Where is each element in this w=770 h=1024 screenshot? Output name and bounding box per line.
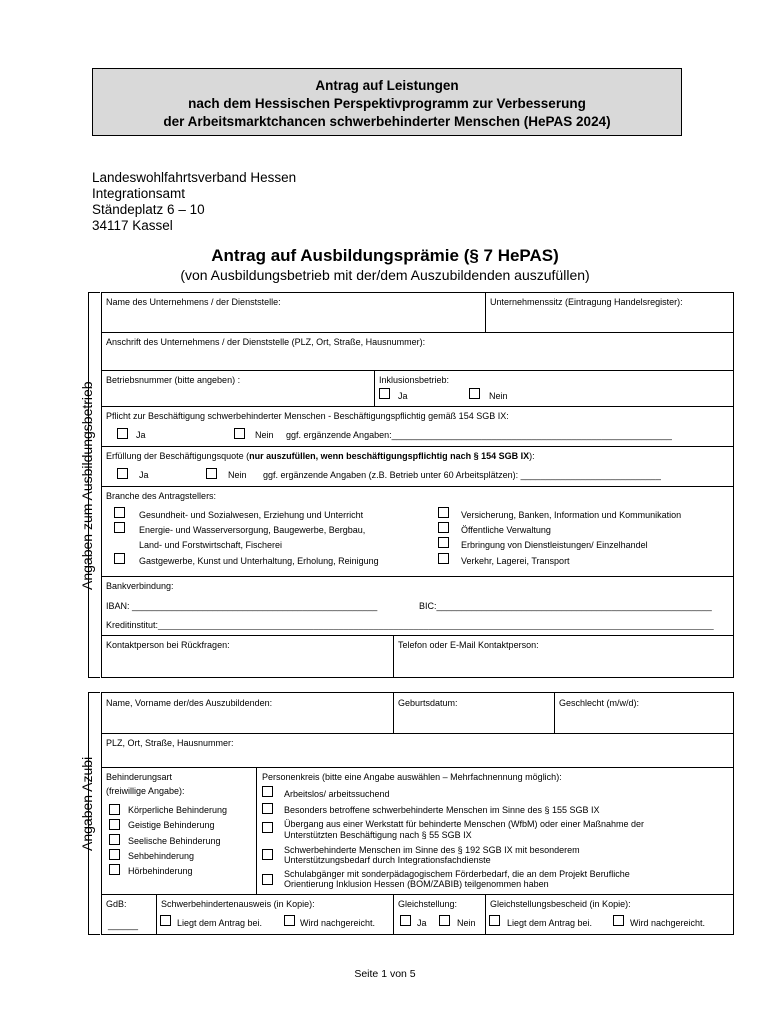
person-192-checkbox[interactable] xyxy=(262,849,273,860)
id-card-attached-label: Liegt dem Antrag bei. xyxy=(177,918,263,928)
branch-health-checkbox[interactable] xyxy=(114,507,125,518)
birthdate-label: Geburtsdatum: xyxy=(398,698,458,708)
disability-mental-checkbox[interactable] xyxy=(109,819,120,830)
disability-vision-checkbox[interactable] xyxy=(109,849,120,860)
person-school-label-2: Orientierung Inklusion Hessen (BOM/ZABIB) teilgenommen haben xyxy=(284,879,549,889)
equal-notice-label: Gleichstellungsbescheid (in Kopie): xyxy=(490,899,631,909)
person-unemployed-label: Arbeitslos/ arbeitssuchend xyxy=(284,789,390,799)
header-line-3: der Arbeitsmarktchancen schwerbehinderter Menschen (HePAS 2024) xyxy=(163,114,611,129)
header-line-1: Antrag auf Leistungen xyxy=(315,78,459,93)
disability-physical-label: Körperliche Behinderung xyxy=(128,805,228,815)
person-wfbm-label-2: Unterstützten Beschäftigung nach § 55 SGB IX xyxy=(284,830,472,840)
person-192-label: Schwerbehinderte Menschen im Sinne des § 192 SGB IX mit besonderem xyxy=(284,845,580,855)
inclusion-no-label: Nein xyxy=(489,391,508,401)
section1-side-label: Angaben zum Ausbildungsbetrieb xyxy=(79,381,95,590)
branch-label: Branche des Antragstellers: xyxy=(106,491,217,501)
branch-services-label: Erbringung von Dienstleistungen/ Einzelhandel xyxy=(461,540,648,550)
trainee-name-field[interactable] xyxy=(102,709,392,732)
obligation-label: Pflicht zur Beschäftigung schwerbehinderter Menschen - Beschäftigungspflichtig gemäß 154 SGB IX: xyxy=(106,411,509,421)
quota-extra-field[interactable]: ggf. ergänzende Angaben (z.B. Betrieb unter 60 Arbeitsplätzen): ____________________________ xyxy=(263,470,661,480)
company-name-field[interactable] xyxy=(102,308,484,331)
trainee-name-label: Name, Vorname der/des Auszubildenden: xyxy=(106,698,273,708)
branch-services-checkbox[interactable] xyxy=(438,537,449,548)
persons-label: Personenkreis (bitte eine Angabe auswählen – Mehrfachnennung möglich): xyxy=(262,772,562,782)
branch-energy-label-2: Land- und Forstwirtschaft, Fischerei xyxy=(139,540,283,550)
gender-label: Geschlecht (m/w/d): xyxy=(559,698,640,708)
birthdate-field[interactable] xyxy=(394,709,553,732)
disability-hearing-label: Hörbehinderung xyxy=(128,866,193,876)
obligation-no-label: Nein xyxy=(255,430,274,440)
equal-no-checkbox[interactable] xyxy=(439,915,450,926)
branch-insurance-checkbox[interactable] xyxy=(438,507,449,518)
equal-no-label: Nein xyxy=(457,918,476,928)
page-number: Seite 1 von 5 xyxy=(354,968,416,980)
branch-transport-label: Verkehr, Lagerei, Transport xyxy=(461,556,570,566)
company-number-field[interactable] xyxy=(102,386,373,405)
inclusion-no-checkbox[interactable] xyxy=(469,388,480,399)
bank-label: Bankverbindung: xyxy=(106,581,174,591)
obligation-yes-checkbox[interactable] xyxy=(117,428,128,439)
iban-field[interactable]: IBAN: _________________________________________________ xyxy=(106,601,378,611)
branch-insurance-label: Versicherung, Banken, Information und Kommunikation xyxy=(461,510,682,520)
branch-health-label: Gesundheit- und Sozialwesen, Erziehung und Unterricht xyxy=(139,510,364,520)
id-card-label: Schwerbehindertenausweis (in Kopie): xyxy=(161,899,315,909)
person-school-label: Schulabgänger mit sonderpädagogischem Förderbedarf, die an dem Projekt Berufliche xyxy=(284,869,630,879)
quota-yes-checkbox[interactable] xyxy=(117,468,128,479)
inclusion-label: Inklusionsbetrieb: xyxy=(379,375,450,385)
disability-psychic-label: Seelische Behinderung xyxy=(128,836,221,846)
credit-institute-field[interactable]: Kreditinstitut:_______________________________________________________________________________________________________________ xyxy=(106,620,714,630)
person-wfbm-label: Übergang aus einer Werkstatt für behinderte Menschen (WfbM) oder einer Maßnahme der xyxy=(284,819,645,829)
contact-person-field[interactable] xyxy=(102,651,392,677)
contact-phone-field[interactable] xyxy=(394,651,733,677)
equal-notice-later-label: Wird nachgereicht. xyxy=(630,918,706,928)
quota-no-checkbox[interactable] xyxy=(206,468,217,479)
gender-field[interactable] xyxy=(555,709,733,732)
address-street: Ständeplatz 6 – 10 xyxy=(92,202,205,217)
id-card-later-checkbox[interactable] xyxy=(284,915,295,926)
address-org: Landeswohlfahrtsverband Hessen xyxy=(92,170,297,185)
person-192-label-2: Unterstützungsbedarf durch Integrationsfachdienste xyxy=(284,855,491,865)
section2-side-label: Angaben Azubi xyxy=(79,756,95,851)
company-number-label: Betriebsnummer (bitte angeben) : xyxy=(106,375,241,385)
equal-yes-checkbox[interactable] xyxy=(400,915,411,926)
gdb-label: GdB: xyxy=(106,899,127,909)
equal-notice-attached-checkbox[interactable] xyxy=(489,915,500,926)
disability-vision-label: Sehbehinderung xyxy=(128,851,195,861)
id-card-attached-checkbox[interactable] xyxy=(160,915,171,926)
person-155-checkbox[interactable] xyxy=(262,803,273,814)
id-card-later-label: Wird nachgereicht. xyxy=(300,918,376,928)
trainee-address-label: PLZ, Ort, Straße, Hausnummer: xyxy=(106,738,234,748)
gdb-field[interactable]: ______ xyxy=(108,920,139,930)
company-address-field[interactable] xyxy=(102,348,733,369)
header-line-2: nach dem Hessischen Perspektivprogramm zur Verbesserung xyxy=(188,96,586,111)
address-dept: Integrationsamt xyxy=(92,186,186,201)
company-seat-label: Unternehmenssitz (Eintragung Handelsregister): xyxy=(490,297,683,307)
address-city: 34117 Kassel xyxy=(92,218,173,233)
branch-energy-checkbox[interactable] xyxy=(114,522,125,533)
form-subtitle: (von Ausbildungsbetrieb mit der/dem Auszubildenden auszufüllen) xyxy=(180,267,590,283)
disability-psychic-checkbox[interactable] xyxy=(109,834,120,845)
disability-type-label: Behinderungsart xyxy=(106,772,173,782)
quota-no-label: Nein xyxy=(228,470,247,480)
equal-notice-later-checkbox[interactable] xyxy=(613,915,624,926)
recipient-address xyxy=(92,170,296,234)
branch-hospitality-checkbox[interactable] xyxy=(114,553,125,564)
person-school-checkbox[interactable] xyxy=(262,874,273,885)
form-header xyxy=(92,68,682,136)
bic-field[interactable]: BIC:_______________________________________________________ xyxy=(419,601,712,611)
disability-hearing-checkbox[interactable] xyxy=(109,864,120,875)
equal-yes-label: Ja xyxy=(417,918,427,928)
person-unemployed-checkbox[interactable] xyxy=(262,786,273,797)
contact-phone-label: Telefon oder E-Mail Kontaktperson: xyxy=(398,640,539,650)
inclusion-yes-checkbox[interactable] xyxy=(379,388,390,399)
equal-label: Gleichstellung: xyxy=(398,899,458,909)
obligation-no-checkbox[interactable] xyxy=(234,428,245,439)
branch-public-checkbox[interactable] xyxy=(438,522,449,533)
person-155-label: Besonders betroffene schwerbehinderte Menschen im Sinne des § 155 SGB IX xyxy=(284,805,600,815)
person-wfbm-checkbox[interactable] xyxy=(262,822,273,833)
disability-physical-checkbox[interactable] xyxy=(109,804,120,815)
form-title: Antrag auf Ausbildungsprämie (§ 7 HePAS) xyxy=(211,246,559,265)
company-name-label: Name des Unternehmens / der Dienststelle: xyxy=(106,297,281,307)
disability-type-note: (freiwillige Angabe): xyxy=(106,786,185,796)
quota-yes-label: Ja xyxy=(139,470,149,480)
disability-mental-label: Geistige Behinderung xyxy=(128,820,215,830)
branch-public-label: Öffentliche Verwaltung xyxy=(461,525,551,535)
inclusion-yes-label: Ja xyxy=(398,391,408,401)
quota-label: Erfüllung der Beschäftigungsquote (nur auszufüllen, wenn beschäftigungspflichtig nach § 154 SGB IX): xyxy=(106,451,535,461)
obligation-yes-label: Ja xyxy=(136,430,146,440)
contact-person-label: Kontaktperson bei Rückfragen: xyxy=(106,640,230,650)
branch-transport-checkbox[interactable] xyxy=(438,553,449,564)
branch-energy-label: Energie- und Wasserversorgung, Baugewerbe, Bergbau, xyxy=(139,525,366,535)
equal-notice-attached-label: Liegt dem Antrag bei. xyxy=(507,918,593,928)
trainee-address-field[interactable] xyxy=(102,749,733,766)
company-address-label: Anschrift des Unternehmens / der Dienststelle (PLZ, Ort, Straße, Hausnummer): xyxy=(106,337,426,347)
obligation-extra-field[interactable]: ggf. ergänzende Angaben:________________________________________________________ xyxy=(286,430,672,440)
branch-hospitality-label: Gastgewerbe, Kunst und Unterhaltung, Erholung, Reinigung xyxy=(139,556,379,566)
company-seat-field[interactable] xyxy=(486,308,733,331)
